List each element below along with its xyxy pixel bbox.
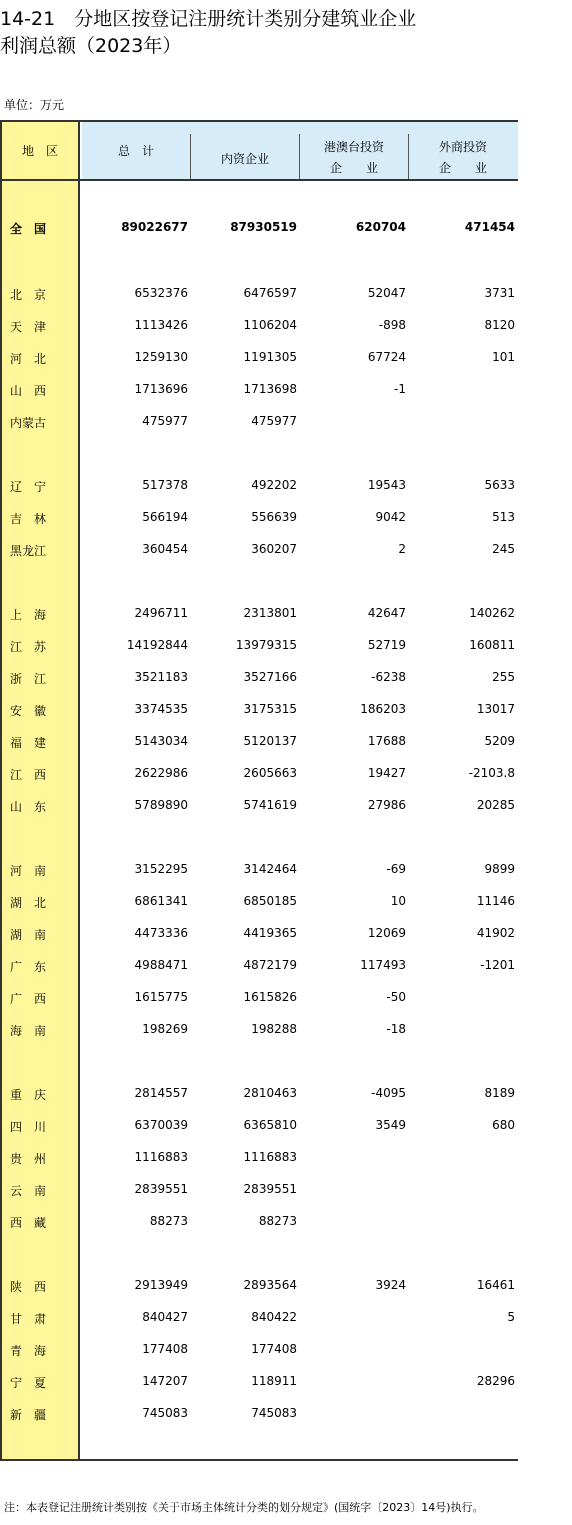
- hk-cell: 186203: [360, 702, 406, 716]
- table-row: [0, 1374, 518, 1394]
- region-cell: 湖 北: [10, 896, 47, 910]
- region-cell: 辽 宁: [10, 480, 47, 494]
- table-row: [0, 1086, 518, 1106]
- table-row: [0, 1150, 518, 1170]
- foreign-cell: 3731: [484, 286, 515, 300]
- table-row: [0, 1022, 518, 1042]
- region-cell: 河 南: [10, 864, 47, 878]
- total-cell: 6861341: [134, 894, 188, 908]
- foreign-cell: 11146: [476, 894, 515, 908]
- hk-cell: 19427: [367, 766, 406, 780]
- hk-cell: 3924: [375, 1278, 406, 1292]
- domestic-cell: 3175315: [243, 702, 297, 716]
- total-cell: 2814557: [134, 1086, 188, 1100]
- region-cell: 全 国: [10, 222, 47, 236]
- region-cell: 西 藏: [10, 1216, 47, 1230]
- domestic-cell: 840422: [251, 1310, 297, 1324]
- hk-cell: -1: [394, 382, 406, 396]
- total-cell: 89022677: [121, 220, 188, 234]
- region-cell: 上 海: [10, 608, 47, 622]
- hk-cell: 12069: [367, 926, 406, 940]
- hk-cell: 10: [390, 894, 406, 908]
- domestic-cell: 6850185: [243, 894, 297, 908]
- header-foreign-line1: 外商投资: [438, 140, 487, 154]
- region-cell: 黑龙江: [10, 544, 47, 558]
- header-total: 总 计: [117, 144, 154, 158]
- foreign-cell: 140262: [469, 606, 515, 620]
- domestic-cell: 475977: [251, 414, 297, 428]
- domestic-cell: 5741619: [243, 798, 297, 812]
- domestic-cell: 4419365: [243, 926, 297, 940]
- total-cell: 1116883: [134, 1150, 188, 1164]
- table-row: [0, 926, 518, 946]
- total-cell: 745083: [142, 1406, 188, 1420]
- region-cell: 四 川: [10, 1120, 47, 1134]
- table-row: [0, 286, 518, 306]
- hk-cell: 17688: [367, 734, 406, 748]
- table-row: [0, 638, 518, 658]
- domestic-cell: 118911: [251, 1374, 297, 1388]
- hk-cell: 620704: [355, 220, 406, 234]
- hk-cell: 52719: [367, 638, 406, 652]
- domestic-cell: 177408: [251, 1342, 297, 1356]
- foreign-cell: 41902: [476, 926, 515, 940]
- region-cell: 天 津: [10, 320, 47, 334]
- table-row: [0, 990, 518, 1010]
- region-cell: 青 海: [10, 1344, 47, 1358]
- unit-label: 单位：万元: [4, 98, 65, 112]
- total-cell: 198269: [142, 1022, 188, 1036]
- table-row: [0, 318, 518, 338]
- header-domestic: 内资企业: [220, 152, 269, 166]
- domestic-cell: 88273: [258, 1214, 297, 1228]
- total-cell: 4988471: [134, 958, 188, 972]
- total-cell: 147207: [142, 1374, 188, 1388]
- domestic-cell: 1615826: [243, 990, 297, 1004]
- hk-cell: 67724: [367, 350, 406, 364]
- hk-cell: 3549: [375, 1118, 406, 1132]
- region-cell: 宁 夏: [10, 1376, 47, 1390]
- foreign-cell: 5209: [484, 734, 515, 748]
- total-cell: 2913949: [134, 1278, 188, 1292]
- region-cell: 湖 南: [10, 928, 47, 942]
- domestic-cell: 2810463: [243, 1086, 297, 1100]
- header-divider: [190, 134, 191, 179]
- domestic-cell: 1191305: [243, 350, 297, 364]
- domestic-cell: 1713698: [243, 382, 297, 396]
- region-cell: 广 西: [10, 992, 47, 1006]
- table-row: [0, 1182, 518, 1202]
- foreign-cell: 8189: [484, 1086, 515, 1100]
- hk-cell: 27986: [367, 798, 406, 812]
- region-cell: 河 北: [10, 352, 47, 366]
- foreign-cell: 16461: [476, 1278, 515, 1292]
- region-cell: 云 南: [10, 1184, 47, 1198]
- region-cell: 江 苏: [10, 640, 47, 654]
- domestic-cell: 4872179: [243, 958, 297, 972]
- domestic-cell: 13979315: [235, 638, 297, 652]
- foreign-cell: -1201: [480, 958, 515, 972]
- total-cell: 14192844: [126, 638, 188, 652]
- total-cell: 1113426: [134, 318, 188, 332]
- title-line-1: 14-21 分地区按登记注册统计类别分建筑业企业: [0, 8, 417, 30]
- total-cell: 5789890: [134, 798, 188, 812]
- foreign-cell: 13017: [476, 702, 515, 716]
- hk-cell: -50: [386, 990, 406, 1004]
- hk-cell: -898: [378, 318, 406, 332]
- table-row: [0, 702, 518, 722]
- header-hk-line2: 企 业: [329, 161, 378, 175]
- domestic-cell: 492202: [251, 478, 297, 492]
- domestic-cell: 5120137: [243, 734, 297, 748]
- table-row: [0, 510, 518, 530]
- domestic-cell: 1116883: [243, 1150, 297, 1164]
- table-row: [0, 734, 518, 754]
- page-title: [0, 6, 572, 60]
- foreign-cell: 20285: [476, 798, 515, 812]
- total-cell: 3152295: [134, 862, 188, 876]
- region-cell: 北 京: [10, 288, 47, 302]
- region-cell: 吉 林: [10, 512, 47, 526]
- table-row: [0, 478, 518, 498]
- table-top-rule: [0, 120, 518, 122]
- total-cell: 6370039: [134, 1118, 188, 1132]
- domestic-cell: 2605663: [243, 766, 297, 780]
- total-cell: 2839551: [134, 1182, 188, 1196]
- hk-cell: 9042: [375, 510, 406, 524]
- table-row: [0, 766, 518, 786]
- table-row: [0, 958, 518, 978]
- total-cell: 1713696: [134, 382, 188, 396]
- region-cell: 内蒙古: [10, 416, 47, 430]
- domestic-cell: 3142464: [243, 862, 297, 876]
- header-region: 地 区: [21, 144, 58, 158]
- hk-cell: -69: [386, 862, 406, 876]
- foreign-cell: -2103.8: [468, 766, 515, 780]
- foreign-cell: 5633: [484, 478, 515, 492]
- region-cell: 重 庆: [10, 1088, 47, 1102]
- foreign-cell: 28296: [476, 1374, 515, 1388]
- domestic-cell: 6365810: [243, 1118, 297, 1132]
- region-cell: 贵 州: [10, 1152, 47, 1166]
- region-cell: 浙 江: [10, 672, 47, 686]
- hk-cell: 117493: [360, 958, 406, 972]
- table-row: [0, 1278, 518, 1298]
- table-row: [0, 670, 518, 690]
- domestic-cell: 87930519: [230, 220, 297, 234]
- total-cell: 5143034: [134, 734, 188, 748]
- hk-cell: 2: [398, 542, 406, 556]
- table-row: [0, 862, 518, 882]
- region-cell: 山 西: [10, 384, 47, 398]
- region-cell: 福 建: [10, 736, 47, 750]
- total-cell: 2622986: [134, 766, 188, 780]
- domestic-cell: 6476597: [243, 286, 297, 300]
- table-row: [0, 1406, 518, 1426]
- region-cell: 广 东: [10, 960, 47, 974]
- table-row: [0, 1342, 518, 1362]
- total-cell: 6532376: [134, 286, 188, 300]
- foreign-cell: 101: [492, 350, 515, 364]
- total-cell: 3374535: [134, 702, 188, 716]
- table-row: [0, 382, 518, 402]
- total-cell: 2496711: [134, 606, 188, 620]
- domestic-cell: 2313801: [243, 606, 297, 620]
- domestic-cell: 3527166: [243, 670, 297, 684]
- table-row: [0, 606, 518, 626]
- data-table: [0, 120, 518, 1461]
- total-cell: 1615775: [134, 990, 188, 1004]
- total-cell: 566194: [142, 510, 188, 524]
- foreign-cell: 8120: [484, 318, 515, 332]
- region-cell: 安 徽: [10, 704, 47, 718]
- region-cell: 新 疆: [10, 1408, 47, 1422]
- table-row: [0, 414, 518, 434]
- foreign-cell: 680: [492, 1118, 515, 1132]
- total-cell: 840427: [142, 1310, 188, 1324]
- foreign-cell: 471454: [464, 220, 515, 234]
- domestic-cell: 198288: [251, 1022, 297, 1036]
- header-hk-line1: 港澳台投资: [323, 140, 384, 154]
- table-row: [0, 1310, 518, 1330]
- table-bottom-rule: [0, 1459, 518, 1461]
- hk-cell: -6238: [371, 670, 406, 684]
- foreign-cell: 255: [492, 670, 515, 684]
- total-cell: 3521183: [134, 670, 188, 684]
- table-row: [0, 798, 518, 818]
- domestic-cell: 1106204: [243, 318, 297, 332]
- table-row: [0, 542, 518, 562]
- foreign-cell: 5: [507, 1310, 515, 1324]
- title-line-2: 利润总额（2023年）: [0, 35, 182, 57]
- table-row: [0, 1118, 518, 1138]
- header-bottom-rule: [0, 179, 518, 181]
- region-cell: 江 西: [10, 768, 47, 782]
- table-row: [0, 1214, 518, 1234]
- header-foreign-line2: 企 业: [438, 161, 487, 175]
- region-cell: 甘 肃: [10, 1312, 47, 1326]
- domestic-cell: 556639: [251, 510, 297, 524]
- domestic-cell: 360207: [251, 542, 297, 556]
- hk-cell: 42647: [367, 606, 406, 620]
- table-row: [0, 350, 518, 370]
- total-cell: 360454: [142, 542, 188, 556]
- domestic-cell: 2893564: [243, 1278, 297, 1292]
- total-cell: 177408: [142, 1342, 188, 1356]
- domestic-cell: 2839551: [243, 1182, 297, 1196]
- foreign-cell: 245: [492, 542, 515, 556]
- hk-cell: -18: [386, 1022, 406, 1036]
- foreign-cell: 513: [492, 510, 515, 524]
- region-cell: 山 东: [10, 800, 47, 814]
- header-foreign: [409, 138, 517, 176]
- total-cell: 517378: [142, 478, 188, 492]
- total-cell: 4473336: [134, 926, 188, 940]
- hk-cell: 19543: [367, 478, 406, 492]
- table-row: [0, 894, 518, 914]
- region-cell: 海 南: [10, 1024, 47, 1038]
- footnote: 注：本表登记注册统计类别按《关于市场主体统计分类的划分规定》(国统字〔2023〕14号)执行。: [4, 1501, 484, 1514]
- domestic-cell: 745083: [251, 1406, 297, 1420]
- hk-cell: -4095: [371, 1086, 406, 1100]
- foreign-cell: 160811: [469, 638, 515, 652]
- foreign-cell: 9899: [484, 862, 515, 876]
- total-cell: 475977: [142, 414, 188, 428]
- hk-cell: 52047: [367, 286, 406, 300]
- total-cell: 1259130: [134, 350, 188, 364]
- header-hk-macao-taiwan: [300, 138, 408, 176]
- table-row: [0, 220, 518, 240]
- region-cell: 陕 西: [10, 1280, 47, 1294]
- total-cell: 88273: [149, 1214, 188, 1228]
